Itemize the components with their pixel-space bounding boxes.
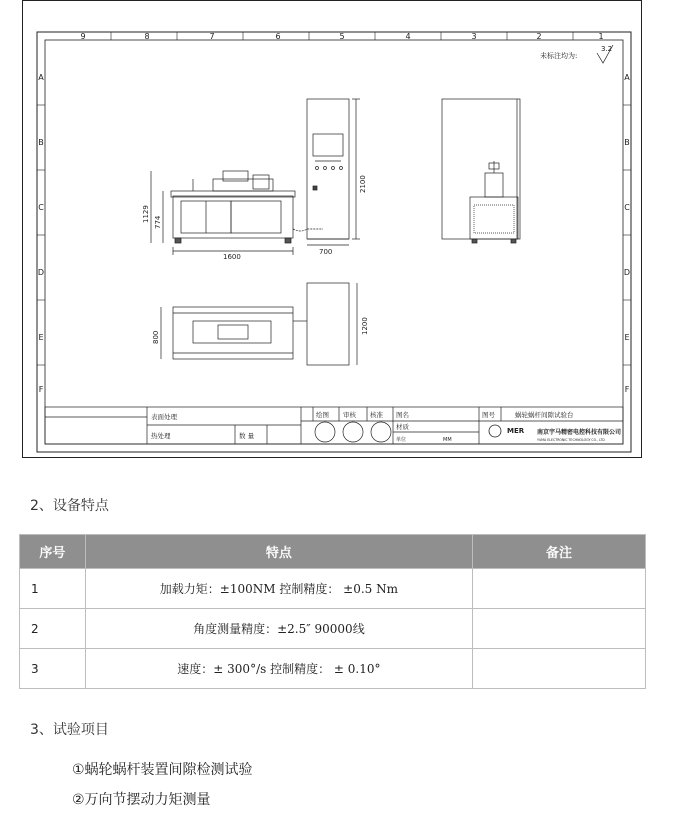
header-feature: 特点: [85, 535, 472, 569]
col-label: 6: [275, 32, 281, 41]
dim-cabinet-width: 700: [319, 248, 333, 256]
cell-no: 3: [20, 649, 86, 689]
col-label: 2: [536, 32, 542, 41]
table-row: [20, 569, 646, 609]
row-label: A: [38, 73, 44, 82]
drawing-name-label: 图名: [396, 411, 409, 419]
cell-note: [473, 649, 646, 689]
roughness-value: 3.2: [601, 45, 613, 53]
side-view: [442, 99, 520, 243]
dim-front-width: 1600: [223, 253, 241, 261]
cell-feature: 加载力矩：±100NM 控制精度： ±0.5 Nm: [85, 569, 472, 609]
surface-treatment-label: 表面处理: [151, 413, 177, 421]
engineering-drawing: [22, 0, 642, 458]
test-item: ①蜗轮蜗杆装置间隙检测试验: [72, 762, 253, 778]
row-label: F: [38, 385, 44, 394]
row-label: D: [623, 268, 631, 277]
drawing-no-label: 图号: [482, 411, 495, 419]
dim-top-cabinet-depth: 1200: [361, 317, 369, 335]
top-view: [161, 283, 357, 365]
heat-treatment-label: 热处理: [151, 432, 171, 440]
col-label: 3: [471, 32, 477, 41]
checked-label: 审核: [343, 411, 356, 419]
dim-top-depth: 800: [152, 330, 160, 344]
table-row: [20, 609, 646, 649]
header-note: 备注: [473, 535, 646, 569]
col-label: 8: [144, 32, 150, 41]
logo-icon: [489, 425, 501, 437]
company-name: 南京宇马精密电控科技有限公司: [537, 429, 622, 436]
dim-table-height: 774: [154, 215, 162, 229]
section-3-heading: 3、试验项目: [30, 722, 109, 738]
cell-feature: 角度测量精度：±2.5″ 90000线: [85, 609, 472, 649]
logo-text: MER: [507, 427, 525, 435]
col-label: 1: [598, 32, 604, 41]
row-label: B: [624, 138, 630, 147]
row-label: E: [38, 333, 44, 342]
row-label: A: [624, 73, 630, 82]
drawn-label: 绘图: [316, 411, 329, 419]
cell-note: [473, 569, 646, 609]
company-name-en: YUMA ELECTRONIC TECHNOLOGY CO., LTD: [537, 438, 605, 442]
col-label: 4: [405, 32, 411, 41]
cell-note: [473, 609, 646, 649]
col-label: 5: [339, 32, 345, 41]
row-label: E: [624, 333, 630, 342]
feature-table: [19, 534, 646, 689]
row-label: C: [38, 203, 44, 212]
row-label: C: [624, 203, 630, 212]
section-2-heading: 2、设备特点: [30, 498, 109, 514]
front-view: [151, 171, 323, 255]
cell-feature: 速度：± 300°/s 控制精度： ± 0.10°: [85, 649, 472, 689]
cell-no: 2: [20, 609, 86, 649]
drawing-canvas: [23, 1, 643, 459]
row-label: D: [37, 268, 45, 277]
cell-no: 1: [20, 569, 86, 609]
unit-label: 单位: [396, 437, 407, 443]
row-label: F: [624, 385, 630, 394]
unmarked-note: 未标注均为:: [540, 52, 578, 60]
test-item: ②万向节摆动力矩测量: [72, 792, 211, 808]
dim-cabinet-height: 2100: [359, 175, 367, 193]
material-label: 材质: [396, 423, 409, 431]
approved-label: 核准: [370, 411, 383, 419]
header-no: 序号: [20, 535, 86, 569]
col-label: 7: [209, 32, 215, 41]
row-label: B: [38, 138, 44, 147]
table-row: [20, 649, 646, 689]
unit-value: MM: [443, 437, 452, 443]
cabinet-front-view: [307, 99, 360, 245]
table-header-row: [20, 535, 646, 569]
quantity-label: 数 量: [239, 432, 255, 440]
col-label: 9: [80, 32, 86, 41]
product-name: 蜗轮蜗杆间隙试验台: [515, 411, 574, 419]
dim-front-height: 1129: [142, 205, 150, 223]
